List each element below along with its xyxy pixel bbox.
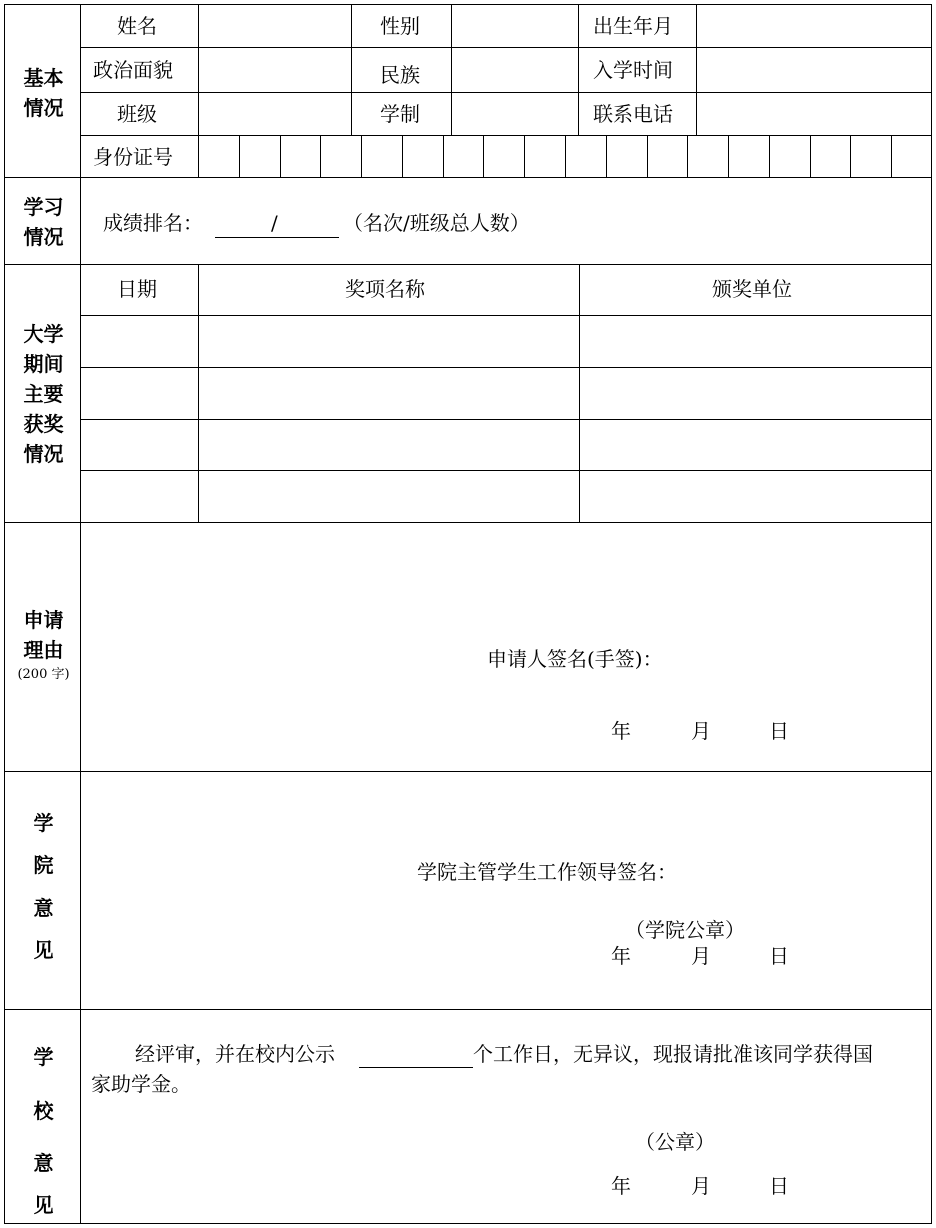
id-digit-box[interactable] xyxy=(687,135,729,178)
school-date-month: 月 xyxy=(691,1174,711,1198)
school-text-before: 经评审，并在校内公示 xyxy=(135,1042,335,1066)
reason-label-line2: 理由 xyxy=(23,638,64,662)
id-digit-box[interactable] xyxy=(647,135,688,178)
schooling-value-cell[interactable] xyxy=(451,92,579,136)
awards-header-issuer: 颁奖单位 xyxy=(712,277,792,301)
award-row-1-name[interactable] xyxy=(198,315,580,368)
award-row-2-name[interactable] xyxy=(198,367,580,420)
college-signature-label: 学院主管学生工作领导签名： xyxy=(417,860,677,884)
college-seal: （学院公章） xyxy=(625,918,745,942)
awards-label-line1: 大学 xyxy=(23,322,64,346)
reason-section-label-cell xyxy=(4,522,81,772)
school-days-blank[interactable] xyxy=(359,1042,473,1068)
id-label-cell xyxy=(80,135,199,178)
study-section-label-cell xyxy=(4,177,81,265)
id-digit-box[interactable] xyxy=(524,135,566,178)
id-digit-box[interactable] xyxy=(443,135,484,178)
award-row-4-issuer[interactable] xyxy=(579,470,932,523)
school-date-year: 年 xyxy=(611,1174,631,1198)
phone-label: 联系电话 xyxy=(593,102,673,126)
college-date-month: 月 xyxy=(691,944,711,968)
schooling-label-cell xyxy=(351,92,452,136)
award-row-4-date[interactable] xyxy=(80,470,199,523)
basic-info-label-line2: 情况 xyxy=(23,96,64,120)
award-row-3-name[interactable] xyxy=(198,419,580,471)
reason-label-line3: (200 字) xyxy=(17,667,70,682)
rank-slash: / xyxy=(271,211,278,235)
awards-header-date: 日期 xyxy=(117,277,157,301)
reason-date-year: 年 xyxy=(611,719,631,743)
award-row-1-issuer[interactable] xyxy=(579,315,932,368)
awards-header-issuer-cell xyxy=(579,264,932,316)
politics-value-cell[interactable] xyxy=(198,47,352,93)
politics-label: 政治面貌 xyxy=(93,58,173,82)
enroll-label: 入学时间 xyxy=(593,58,673,82)
college-date-year: 年 xyxy=(611,944,631,968)
application-form xyxy=(4,4,932,1224)
awards-label-line5: 情况 xyxy=(23,442,64,466)
college-date-day: 日 xyxy=(769,944,789,968)
reason-signature-label: 申请人签名(手签)： xyxy=(487,647,663,671)
school-label-char-3: 意 xyxy=(33,1151,54,1175)
id-digit-box[interactable] xyxy=(198,135,240,178)
school-text-after: 个工作日，无异议，现报请批准该同学获得国 xyxy=(473,1042,873,1066)
award-row-3-issuer[interactable] xyxy=(579,419,932,471)
name-label: 姓名 xyxy=(117,14,157,38)
enroll-value-cell[interactable] xyxy=(696,47,932,93)
awards-header-name: 奖项名称 xyxy=(345,277,425,301)
school-content-cell[interactable] xyxy=(80,1009,932,1224)
college-section-label-cell xyxy=(4,771,81,1010)
school-label-char-4: 见 xyxy=(33,1193,54,1217)
school-section-label-cell xyxy=(4,1009,81,1224)
id-label: 身份证号 xyxy=(93,145,173,169)
schooling-label: 学制 xyxy=(380,102,420,126)
study-label-line1: 学习 xyxy=(23,195,64,219)
id-digit-box[interactable] xyxy=(728,135,770,178)
id-digit-box[interactable] xyxy=(483,135,525,178)
class-label-cell xyxy=(80,92,199,136)
awards-label-line4: 获奖 xyxy=(23,412,64,436)
reason-content-cell[interactable] xyxy=(80,522,932,772)
college-label-char-4: 见 xyxy=(33,938,54,962)
name-value-cell[interactable] xyxy=(198,4,352,48)
politics-label-cell xyxy=(80,47,199,93)
school-date-day: 日 xyxy=(769,1174,789,1198)
id-digit-box[interactable] xyxy=(239,135,281,178)
college-label-char-2: 院 xyxy=(33,853,54,877)
id-digit-box[interactable] xyxy=(280,135,321,178)
birth-label: 出生年月 xyxy=(593,14,673,38)
school-label-char-2: 校 xyxy=(33,1099,54,1123)
ethnicity-value-cell[interactable] xyxy=(451,47,579,93)
award-row-3-date[interactable] xyxy=(80,419,199,471)
awards-label-line3: 主要 xyxy=(23,382,64,406)
college-content-cell[interactable] xyxy=(80,771,932,1010)
basic-info-label-line1: 基本 xyxy=(23,66,64,90)
birth-label-cell xyxy=(578,4,697,48)
awards-section-label-cell xyxy=(4,264,81,523)
id-digit-box[interactable] xyxy=(891,135,932,178)
awards-label-line2: 期间 xyxy=(23,352,64,376)
rank-label: 成绩排名： xyxy=(103,211,203,235)
id-digit-box[interactable] xyxy=(769,135,811,178)
ethnicity-label-cell xyxy=(351,47,452,93)
class-value-cell[interactable] xyxy=(198,92,352,136)
class-label: 班级 xyxy=(117,102,157,126)
awards-header-name-cell xyxy=(198,264,580,316)
phone-value-cell[interactable] xyxy=(696,92,932,136)
gender-label-cell xyxy=(351,4,452,48)
reason-label-line1: 申请 xyxy=(23,608,64,632)
id-digit-box[interactable] xyxy=(361,135,403,178)
reason-date-month: 月 xyxy=(691,719,711,743)
award-row-2-date[interactable] xyxy=(80,367,199,420)
school-label-char-1: 学 xyxy=(33,1045,54,1069)
school-text-line2: 家助学金。 xyxy=(91,1072,191,1096)
college-label-char-1: 学 xyxy=(33,811,54,835)
id-digit-box[interactable] xyxy=(320,135,362,178)
reason-date-day: 日 xyxy=(769,719,789,743)
enroll-label-cell xyxy=(578,47,697,93)
ethnicity-label: 民族 xyxy=(380,63,420,87)
phone-label-cell xyxy=(578,92,697,136)
awards-header-date-cell xyxy=(80,264,199,316)
basic-info-section-label-cell xyxy=(4,4,81,178)
college-label-char-3: 意 xyxy=(33,896,54,920)
award-row-1-date[interactable] xyxy=(80,315,199,368)
id-digit-box[interactable] xyxy=(402,135,444,178)
gender-label: 性别 xyxy=(380,14,420,38)
award-row-4-name[interactable] xyxy=(198,470,580,523)
name-label-cell xyxy=(80,4,199,48)
id-digit-box[interactable] xyxy=(850,135,892,178)
study-label-line2: 情况 xyxy=(23,225,64,249)
award-row-2-issuer[interactable] xyxy=(579,367,932,420)
id-digit-box[interactable] xyxy=(810,135,851,178)
study-content-cell xyxy=(80,177,932,265)
school-seal: （公章） xyxy=(635,1130,715,1154)
gender-value-cell[interactable] xyxy=(451,4,579,48)
id-digit-box[interactable] xyxy=(565,135,607,178)
id-digit-box[interactable] xyxy=(606,135,648,178)
rank-note: （名次/班级总人数） xyxy=(343,211,530,235)
birth-value-cell[interactable] xyxy=(696,4,932,48)
